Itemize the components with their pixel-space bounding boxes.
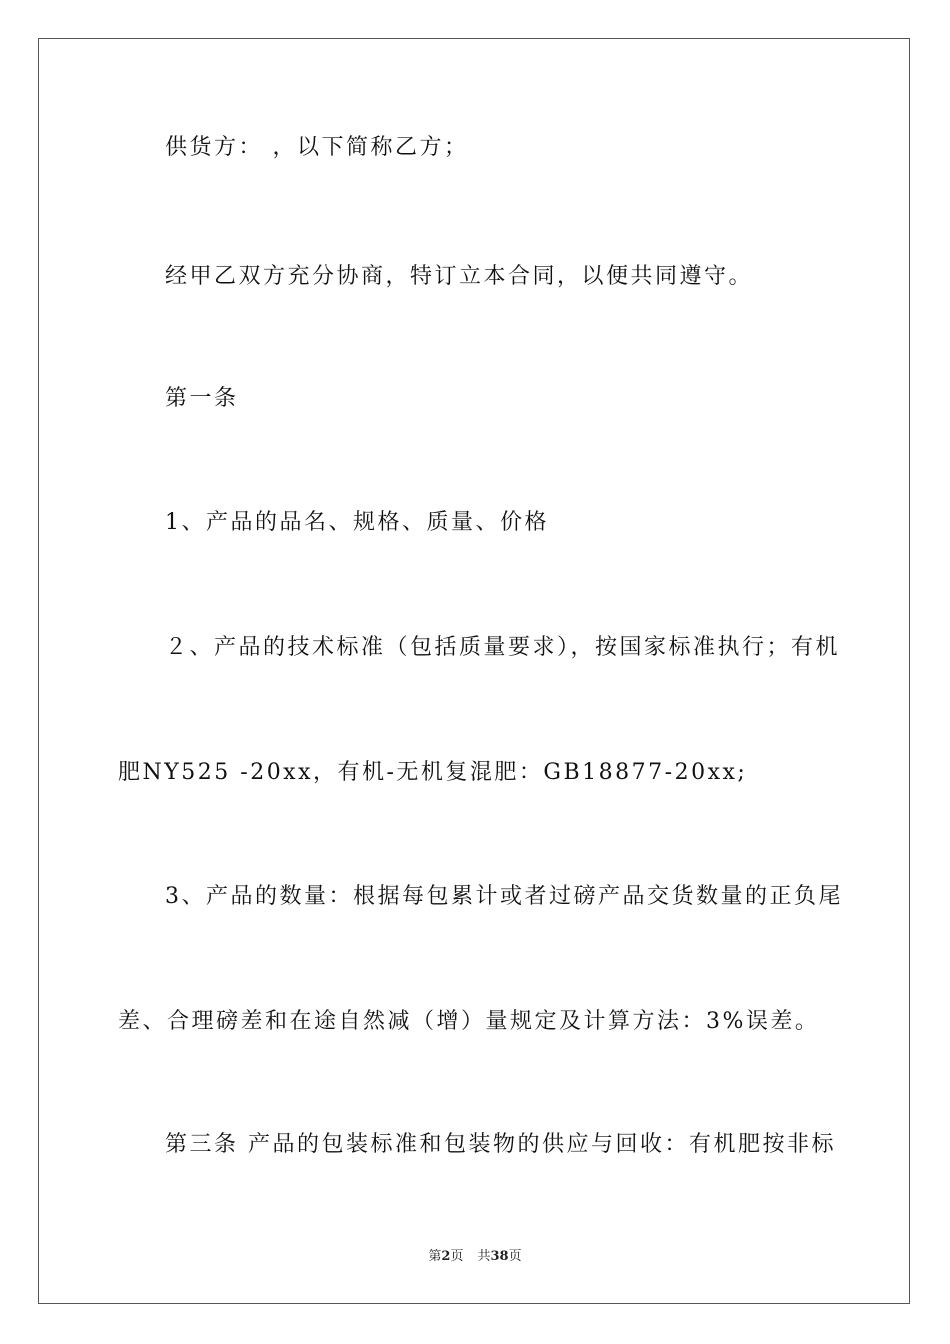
footer-total-pages: 38 (490, 1249, 509, 1264)
page-border (38, 38, 910, 1304)
footer-page-prefix: 第 (428, 1249, 442, 1264)
footer-total-prefix: 共 (477, 1249, 491, 1264)
text-line-article-three: 第三条 产品的包装标准和包装物的供应与回收：有机肥按非标 (165, 1132, 836, 1157)
text-line-item-2: ２、产品的技术标准（包括质量要求），按国家标准执行；有机 (165, 635, 841, 660)
page-footer (0, 1248, 950, 1266)
text-line-item-2-cont: 肥NY525 -20xx，有机-无机复混肥：GB18877-20xx; (118, 760, 748, 785)
text-line-supplier: 供货方： ，以下简称乙方； (165, 135, 469, 160)
text-line-item-1: 1、产品的品名、规格、质量、价格 (165, 510, 549, 535)
text-line-item-3: 3、产品的数量：根据每包累计或者过磅产品交货数量的正负尾 (165, 884, 843, 909)
footer-page-suffix: 页 (450, 1249, 464, 1264)
text-line-agreement: 经甲乙双方充分协商，特订立本合同，以便共同遵守。 (165, 264, 754, 289)
footer-total-suffix: 页 (508, 1249, 522, 1264)
footer-page-number: 2 (441, 1249, 451, 1264)
text-line-article-one: 第一条 (165, 386, 239, 411)
text-line-item-3-cont: 差、合理磅差和在途自然减（增）量规定及计算方法：3%误差。 (118, 1009, 820, 1034)
